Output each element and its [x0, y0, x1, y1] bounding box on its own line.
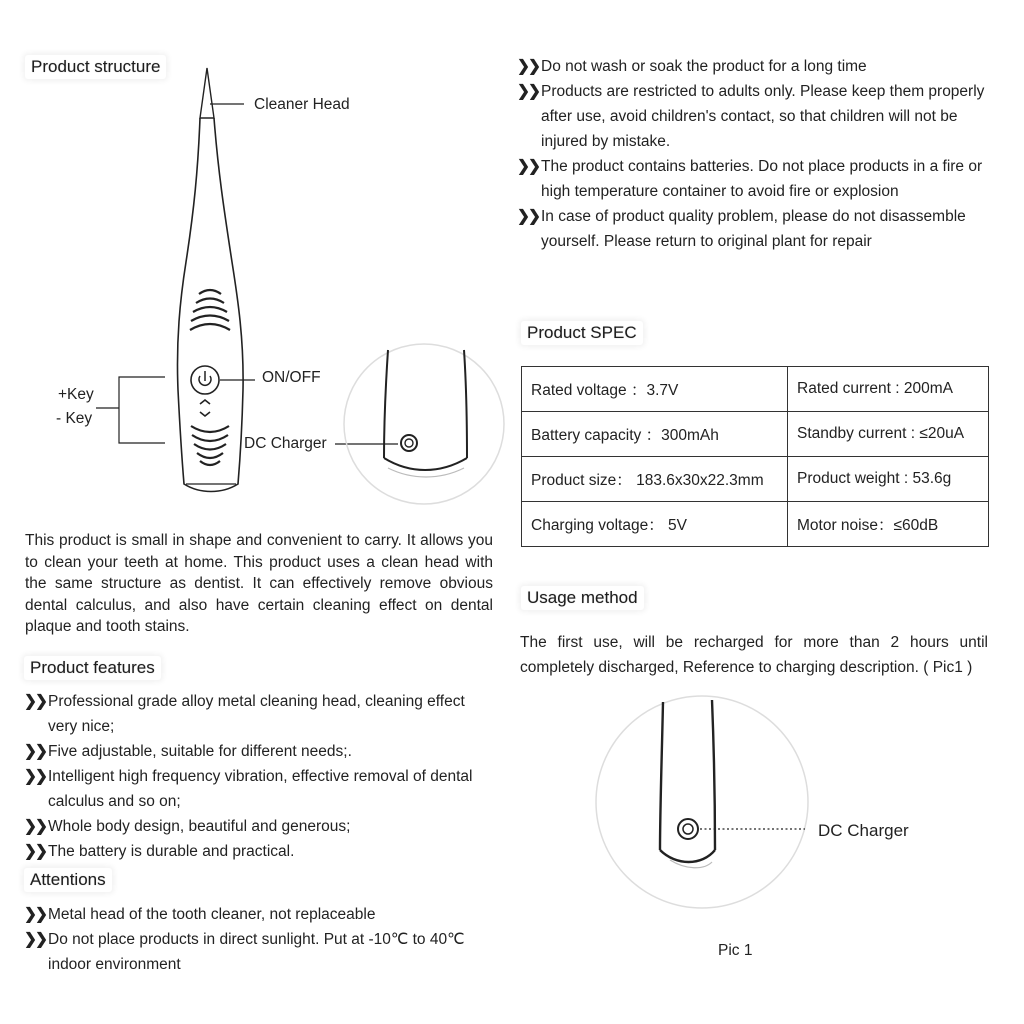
table-row: [522, 367, 989, 412]
pic1-dc-charger-label: DC Charger: [818, 821, 909, 840]
usage-paragraph: The first use, will be recharged for more than 2 hours until completely discharged, Reference to charging description. ( Pic1 ): [520, 634, 988, 676]
dc-port-icon: [401, 435, 417, 451]
spec-table: [521, 366, 989, 547]
product-spec-heading: Product SPEC: [521, 321, 643, 345]
list-item: ❯❯ Professional grade alloy metal cleaning head, cleaning effect very nice;: [24, 689, 494, 739]
spec-cell: Battery capacity ：300mAh: [522, 412, 788, 457]
table-row: [522, 412, 989, 457]
table-row: [522, 457, 989, 502]
cleaner-head-tip: [200, 68, 214, 118]
attentions-heading: Attentions: [24, 868, 112, 892]
pic1-caption: Pic 1: [718, 942, 753, 959]
chevron-icon: ❯❯: [517, 58, 539, 75]
spec-cell: Rated voltage ：3.7V: [522, 367, 788, 412]
list-item: ❯❯ Intelligent high frequency vibration, effective removal of dental calculus and so on;: [24, 764, 494, 814]
spec-cell: Rated current : 200mA: [788, 367, 989, 412]
list-item: ❯❯ Products are restricted to adults only. Please keep them properly after use, avoid children's contact, so that children will not be injured by mistake.: [517, 79, 989, 154]
product-structure-heading: Product structure: [25, 55, 166, 79]
intro-paragraph: This product is small in shape and convenient to carry. It allows you to clean your teeth at home. This product uses a clean head with the same structure as dentist. It can effectively remove obvious dental calculus, and also have certain cleaning effect on dental plaque and tooth stains.: [25, 532, 493, 635]
spec-cell: Charging voltage： 5V: [522, 502, 788, 547]
usage-method-heading: Usage method: [521, 586, 644, 610]
chevron-icon: ❯❯: [24, 693, 46, 710]
product-features-heading: Product features: [24, 656, 161, 680]
list-item: ❯❯ In case of product quality problem, please do not disassemble yourself. Please return to original plant for repair: [517, 204, 989, 254]
features-list: [24, 689, 494, 864]
minus-key-label: - Key: [56, 410, 93, 427]
spec-cell: Motor noise：≤60dB: [788, 502, 989, 547]
chevron-icon: ❯❯: [24, 743, 46, 760]
attentions-list-continued: [517, 54, 989, 254]
device-body: [177, 118, 243, 492]
chevron-icon: ❯❯: [24, 843, 46, 860]
spec-cell: Product weight : 53.6g: [788, 457, 989, 502]
chevron-icon: ❯❯: [517, 158, 539, 175]
on-off-label: ON/OFF: [262, 369, 321, 386]
spec-cell: Product size： 183.6x30x22.3mm: [522, 457, 788, 502]
cleaner-head-label: Cleaner Head: [254, 96, 350, 113]
list-item: ❯❯ Do not wash or soak the product for a long time: [517, 54, 989, 79]
spec-cell: Standby current : ≤20uA: [788, 412, 989, 457]
list-item: ❯❯ Whole body design, beautiful and generous;: [24, 814, 494, 839]
list-item: ❯❯ Five adjustable, suitable for different needs;.: [24, 739, 494, 764]
chevron-icon: ❯❯: [517, 208, 539, 225]
table-row: [522, 502, 989, 547]
plus-key-label: +Key: [58, 386, 94, 403]
chevron-icon: ❯❯: [517, 83, 539, 100]
dc-port-icon: [678, 819, 698, 839]
dc-charger-label: DC Charger: [244, 435, 327, 452]
chevron-icon: ❯❯: [24, 768, 46, 785]
chevron-icon: ❯❯: [24, 818, 46, 835]
attentions-list: [24, 902, 494, 977]
dc-charger-detail: [340, 340, 540, 540]
list-item: ❯❯ The battery is durable and practical.: [24, 839, 494, 864]
cleaner-diagram: [0, 0, 360, 460]
list-item: ❯❯ The product contains batteries. Do not place products in a fire or high temperature container to avoid fire or explosion: [517, 154, 989, 204]
grip-ridges-upper: [190, 290, 230, 330]
grip-ridges-lower: [191, 426, 229, 465]
pic1-illustration: [590, 690, 1010, 950]
list-item: ❯❯ Metal head of the tooth cleaner, not replaceable: [24, 902, 494, 927]
chevron-icon: ❯❯: [24, 931, 46, 948]
chevron-icon: ❯❯: [24, 906, 46, 923]
list-item: ❯❯ Do not place products in direct sunlight. Put at -10℃ to 40℃ indoor environment: [24, 927, 494, 977]
